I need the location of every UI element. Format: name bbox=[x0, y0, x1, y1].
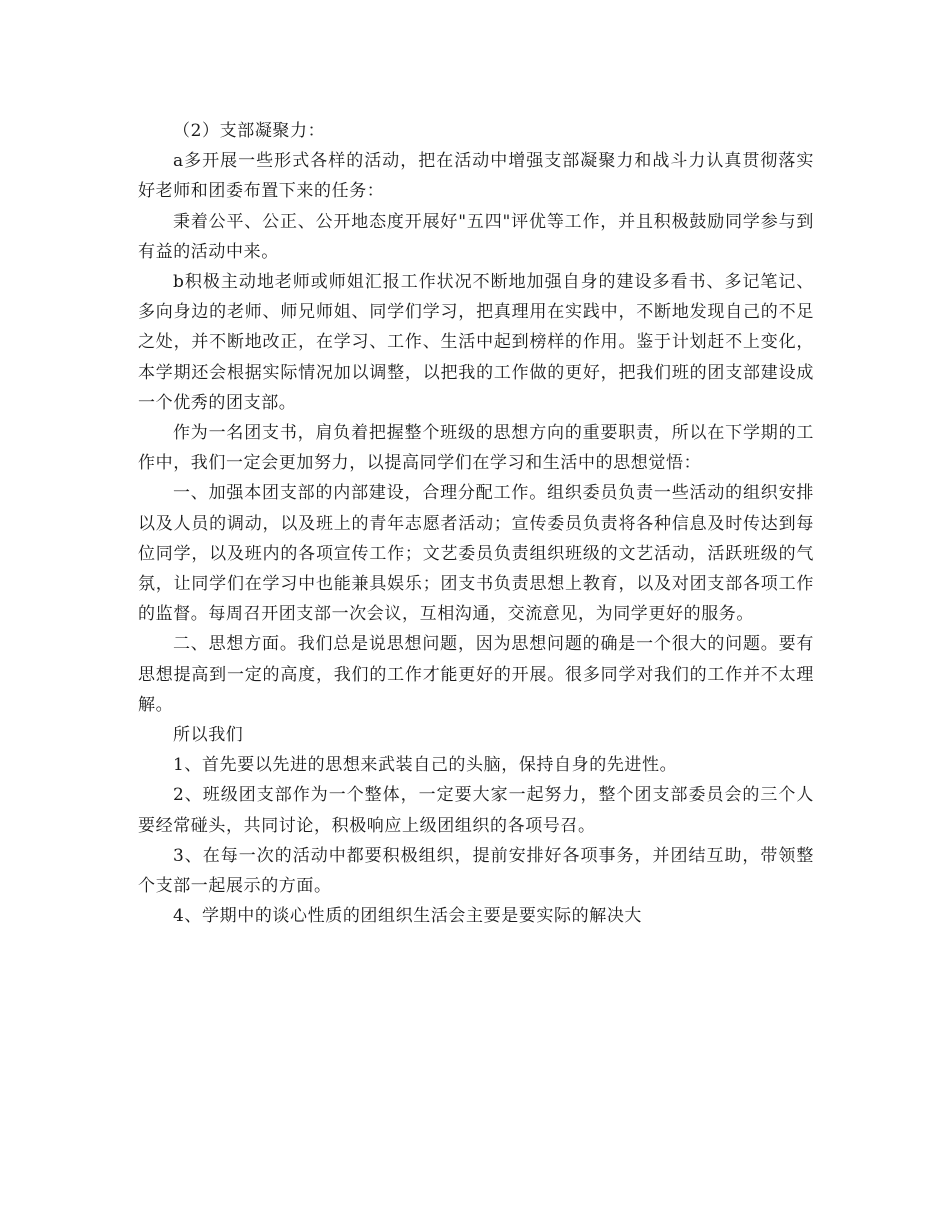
paragraph-b: b积极主动地老师或师姐汇报工作状况不断地加强自身的建设多看书、多记笔记、多向身边的老师、师兄师姐、同学们学习，把真理用在实践中，不断地发现自己的不足之处，并不断地改正，在学习、工作、生活中起到榜样的作用。鉴于计划赶不上变化，本学期还会根据实际情况加以调整，以把我的工作做的更好，把我们班的团支部建设成一个优秀的团支部。 bbox=[138, 272, 814, 413]
list-item-2: 2、班级团支部作为一个整体，一定要大家一起努力，整个团支部委员会的三个人要经常碰头，共同讨论，积极响应上级团组织的各项号召。 bbox=[138, 785, 814, 836]
paragraph-point-two: 二、思想方面。我们总是说思想问题，因为思想问题的确是一个很大的问题。要有思想提高到一定的高度，我们的工作才能更好的开展。很多同学对我们的工作并不太理解。 bbox=[138, 634, 814, 715]
paragraph-section-heading: （2）支部凝聚力： bbox=[173, 121, 326, 141]
paragraph-a: a多开展一些形式各样的活动，把在活动中增强支部凝聚力和战斗力认真贯彻落实好老师和团委布置下来的任务： bbox=[138, 151, 814, 202]
paragraph-point-one: 一、加强本团支部的内部建设，合理分配工作。组织委员负责一些活动的组织安排以及人员的调动，以及班上的青年志愿者活动；宣传委员负责将各种信息及时传达到每位同学，以及班内的各项宣传工作；文艺委员负责组织班级的文艺活动，活跃班级的气氛，让同学们在学习中也能兼具娱乐；团支书负责思想上教育，以及对团支部各项工作的监督。每周召开团支部一次会议，互相沟通，交流意见，为同学更好的服务。 bbox=[138, 483, 814, 625]
paragraph-intro: 作为一名团支书，肩负着把握整个班级的思想方向的重要职责，所以在下学期的工作中，我们一定会更加努力，以提高同学们在学习和生活中的思想觉悟： bbox=[138, 423, 814, 474]
document-body bbox=[138, 116, 814, 931]
list-item-4: 4、学期中的谈心性质的团组织生活会主要是要实际的解决大 bbox=[173, 906, 643, 927]
paragraph-so-we: 所以我们 bbox=[173, 725, 244, 746]
list-item-1: 1、首先要以先进的思想来武装自己的头脑，保持自身的先进性。 bbox=[173, 755, 678, 776]
list-item-3: 3、在每一次的活动中都要积极组织，提前安排好各项事务，并团结互助，带领整个支部一起展示的方面。 bbox=[138, 845, 814, 897]
paragraph-fairness: 秉着公平、公正、公开地态度开展好"五四"评优等工作，并且积极鼓励同学参与到有益的活动中来。 bbox=[138, 211, 814, 262]
